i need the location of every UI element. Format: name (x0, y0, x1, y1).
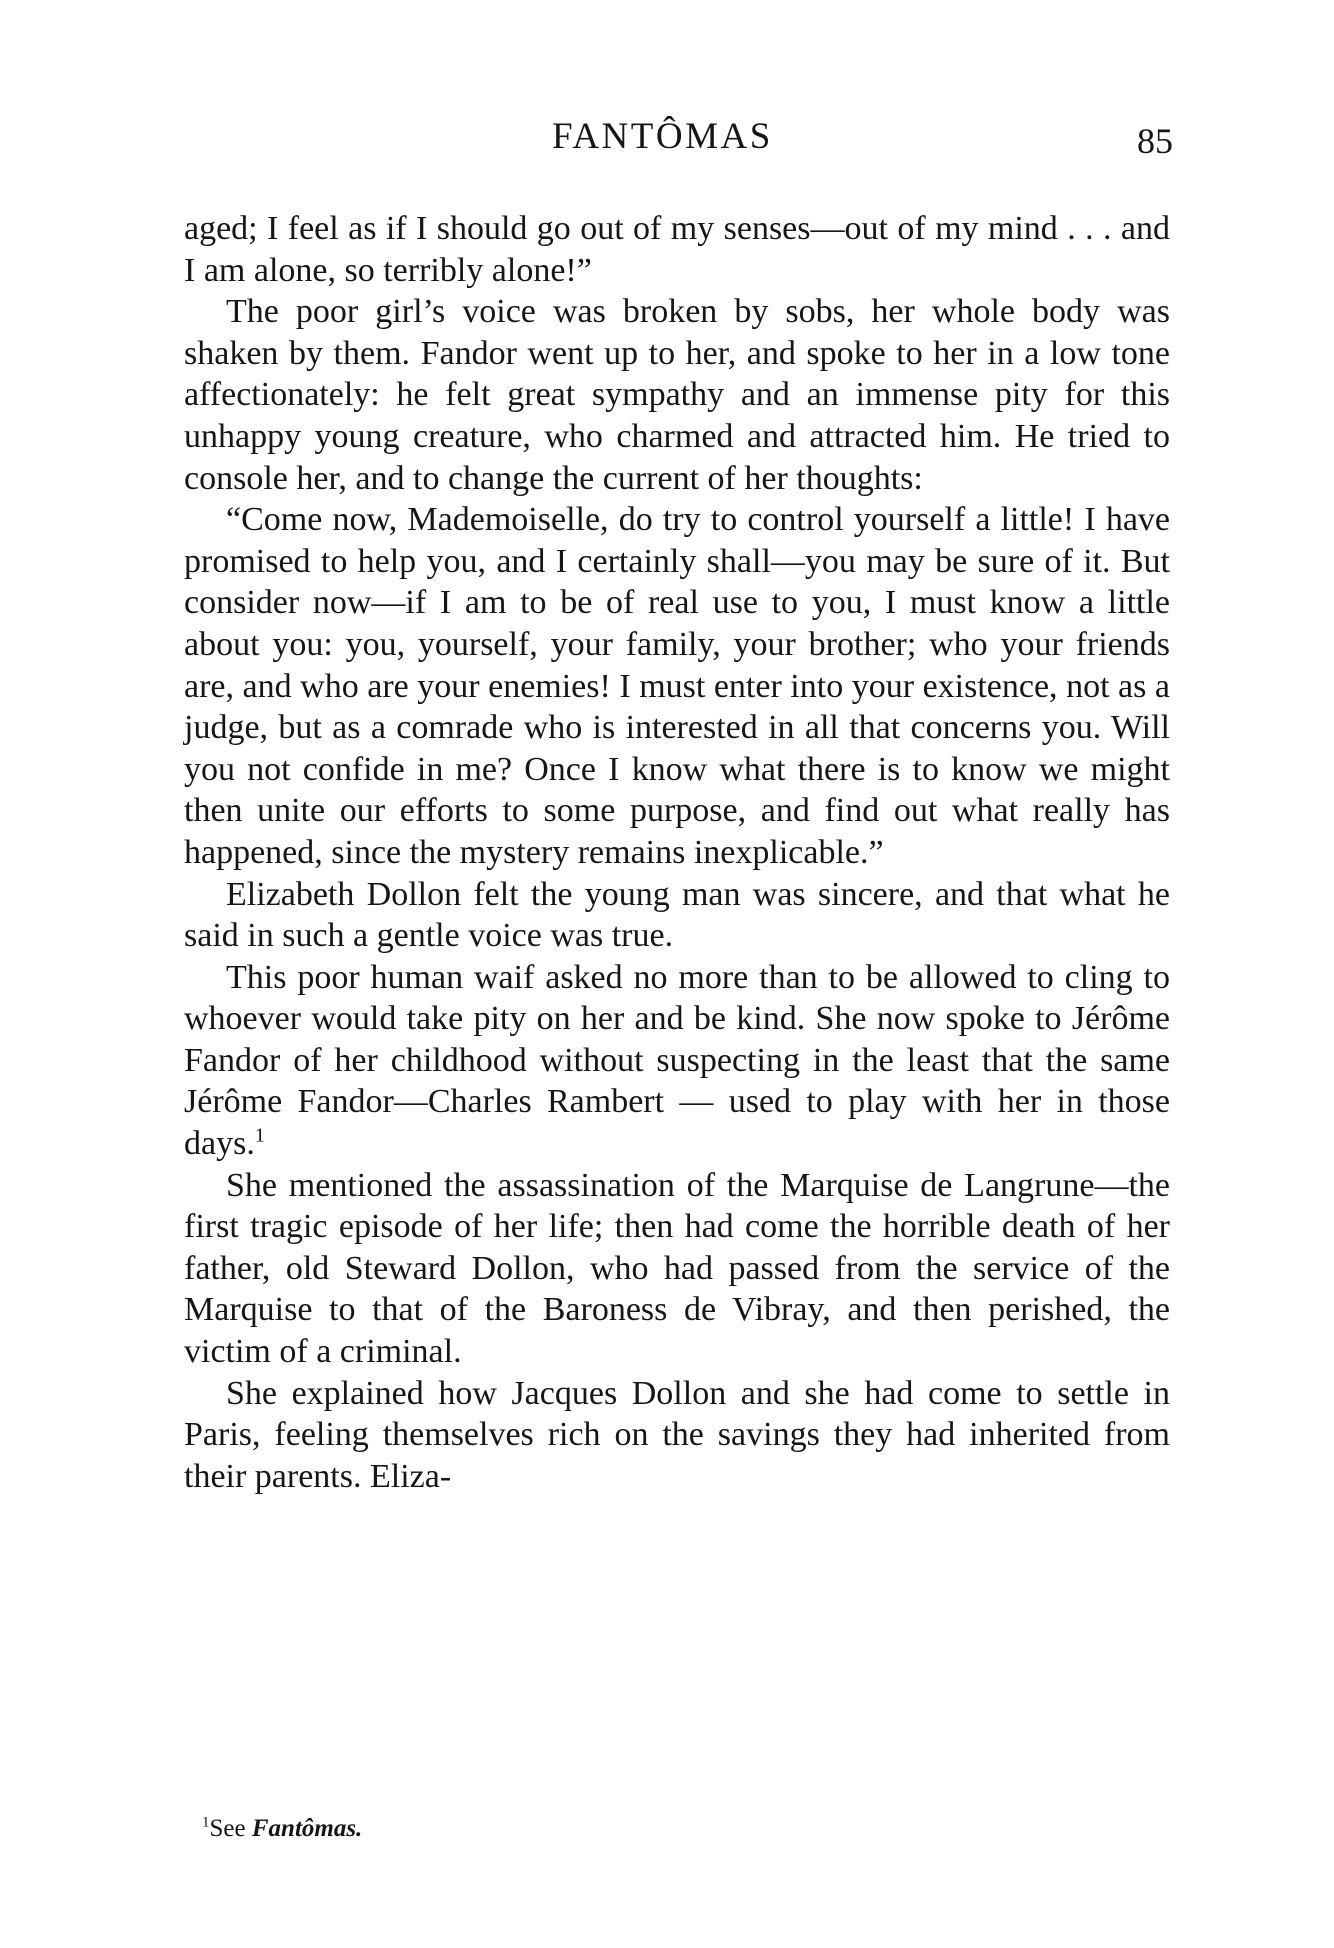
paragraph-5 (184, 957, 1170, 1165)
paragraph-4: Elizabeth Dollon felt the young man was sincere, and that what he said in such a gentle voice was true. (184, 875, 1170, 955)
paragraph-1: aged; I feel as if I should go out of my senses—out of my mind . . . and I am alone, so terribly alone!” (184, 210, 1170, 289)
footnote-reference: 1 (254, 1124, 265, 1147)
paragraph-6: She mentioned the assassination of the Marquise de Langrune—the first tragic episode of her life; then had come the horrible death of her father, old Steward Dollon, who had passed from the service of the Marquise to that of the Baroness de Vibray, and then perished, the victim of a criminal. (184, 1166, 1170, 1371)
running-title: FANTÔMAS (552, 116, 773, 157)
footnote-prefix: See (209, 1815, 252, 1842)
paragraph-5-text: This poor human waif asked no more than to be allowed to cling to whoever would take pity on her and be kind. She now spoke to Jérôme Fandor of her childhood without suspecting in the least that the same Jérôme Fandor—Charles Rambert — used to play with her in those days. (184, 958, 1170, 1163)
footnote (202, 1814, 362, 1844)
body-text (184, 208, 1170, 1497)
paragraph-3: “Come now, Mademoiselle, do try to control yourself a little! I have promised to help you, and I certainly shall—you may be sure of it. But consider now—if I am to be of real use to you, I must know a little about you: you, yourself, your family, your brother; who your friends are, and who are your enemies! I must enter into your existence, not as a judge, but as a comrade who is interested in all that concerns you. Will you not confide in me? Once I know what there is to know we might then unite our efforts to some purpose, and find out what really has happened, since the mystery remains inexplicable.” (184, 501, 1170, 871)
paragraph-2: The poor girl’s voice was broken by sobs, her whole body was shaken by them. Fandor went up to her, and spoke to her in a low tone affectionately: he felt great sympathy and an immense pity for this unhappy young creature, who charmed and attracted him. He tried to console her, and to change the current of her thoughts: (184, 293, 1170, 497)
footnote-marker: 1 (202, 1814, 210, 1831)
footnote-title: Fantômas. (251, 1815, 363, 1842)
paragraph-7: She explained how Jacques Dollon and she had come to settle in Paris, feeling themselves rich on the savings they had inherited from their parents. Eliza- (184, 1374, 1170, 1495)
running-head (0, 112, 1334, 162)
page-number: 85 (1137, 121, 1173, 161)
